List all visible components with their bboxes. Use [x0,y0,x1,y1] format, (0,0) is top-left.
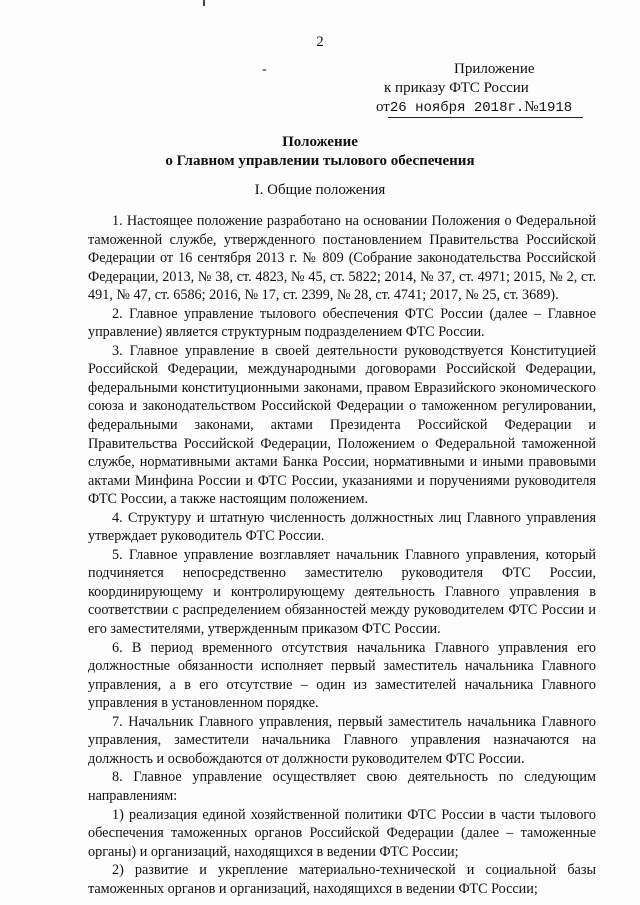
number-sign: № [524,99,539,115]
attachment-order-ref: к приказу ФТС России [384,80,529,96]
scan-mark [203,0,205,6]
date-prefix: от [376,99,390,115]
date-underline [388,117,583,118]
attachment-label: Приложение [454,61,535,77]
section-heading: I. Общие положения [254,182,386,198]
paragraph-7: 7. Начальник Главного управления, первый заместитель начальника Главного управления, заместители начальника Главного управления назначаются на должность и освобождаются от должности руководителем ФТС России. [88,713,596,767]
paragraph-3: 3. Главное управление в своей деятельности руководствуется Конституцией Российской Федерации, международными договорами Российской Федерации, федеральными конституционными законами, правом Евразийского экономического союза и законодательством Российской Федерации о таможенном регулировании, федеральными законами, актами Президента Российской Федерации и Правительства Российской Федерации, Положением о Федеральной таможенной службе, нормативными актами Банка России, нормативными и иными правовыми актами Минфина России и ФТС России, указаниями и поручениями руководителя ФТС России, а также настоящим положением. [88,342,596,508]
paragraph-4: 4. Структуру и штатную численность должностных лиц Главного управления утверждает руководитель ФТС России. [88,509,596,545]
page-number: 2 [316,34,324,50]
paragraph-5: 5. Главное управление возглавляет начальник Главного управления, который подчиняется непосредственно заместителю руководителя ФТС России, координирующему и контролирующему деятельность Главного управления в соответствии с распределением обязанностей между руководителем ФТС России и его заместителями, утвержденным приказом ФТС России. [88,546,596,638]
order-date: 26 ноября 2018г. [389,100,525,116]
paragraph-2: 2. Главное управление тылового обеспечения ФТС России (далее – Главное управление) является структурным подразделением ФТС России. [88,305,596,341]
order-number: 1918 [538,100,573,116]
attachment-date-line [376,99,572,116]
document-body [88,212,596,898]
paragraph-6: 6. В период временного отсутствия начальника Главного управления его должностные обязанности исполняет первый заместитель начальника Главного управления, а в его отсутствие – один из заместителей начальника Главного управления в установленном порядке. [88,639,596,712]
paragraph-8-item-2: 2) развитие и укрепление материально-технической и социальной базы таможенных органов и организаций, находящихся в ведении ФТС России; [88,862,596,897]
paragraph-8-item-1: 1) реализация единой хозяйственной политики ФТС России в части тылового обеспечения таможенных органов Российской Федерации (далее – таможенные органы) и организаций, находящихся в ведении ФТС России; [88,806,596,860]
document-subtitle: о Главном управлении тылового обеспечения [165,153,475,169]
paragraph-1: 1. Настоящее положение разработано на основании Положения о Федеральной таможенной службе, утвержденного постановлением Правительства Российской Федерации от 16 сентября 2013 г. № 809 (Собрание законодательства Российской Федерации, 2013, № 38, ст. 4823, № 45, ст. 5822; 2014, № 37, ст. 4971; 2015, № 2, ст. 491, № 47, ст. 6586; 2016, № 17, ст. 2399, № 28, ст. 4741; 2017, № 25, ст. 3689). [88,213,596,304]
document-title: Положение [282,134,358,150]
dash-mark: - [262,62,267,77]
paragraph-8: 8. Главное управление осуществляет свою деятельность по следующим направлениям: [88,769,596,804]
